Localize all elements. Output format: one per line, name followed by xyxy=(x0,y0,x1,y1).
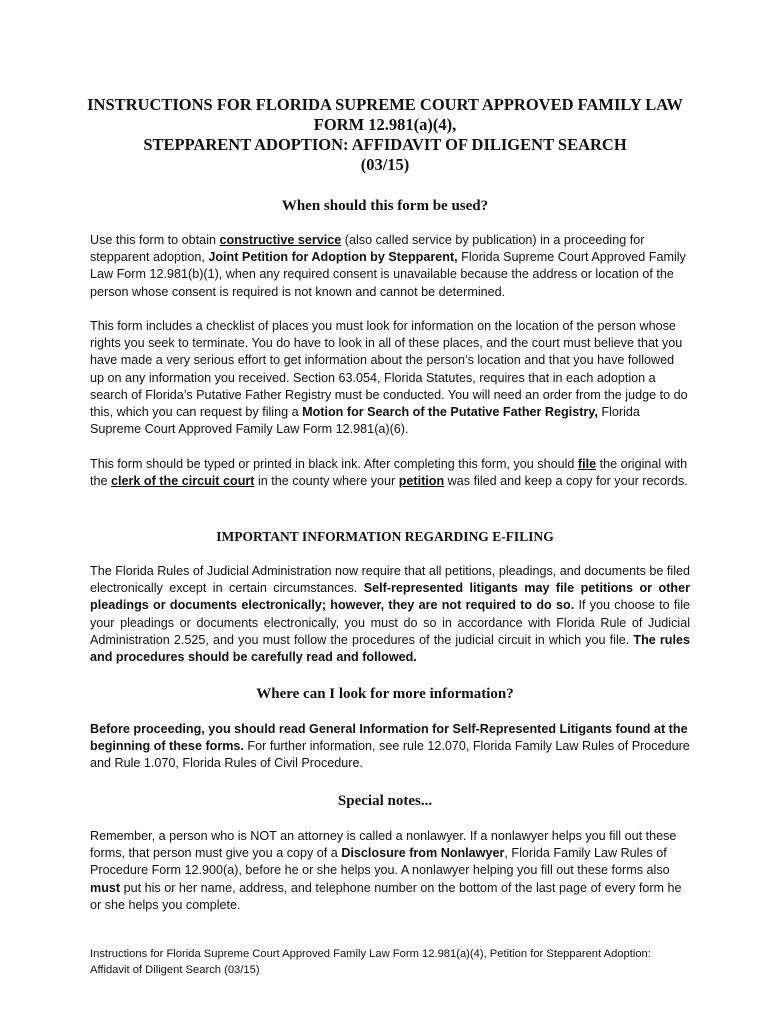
paragraph-when-used-3: This form should be typed or printed in black ink. After completing this form, you should file the original with the clerk of the circuit court in the county where your petition was filed and keep a copy for your records. xyxy=(90,457,688,489)
title-line-4: (03/15) xyxy=(360,155,410,174)
link-petition[interactable]: petition xyxy=(398,474,445,489)
title-line-3: STEPPARENT ADOPTION: AFFIDAVIT OF DILIGENT SEARCH xyxy=(143,135,627,154)
link-clerk-of-circuit-court[interactable]: clerk of the circuit court xyxy=(111,474,255,489)
document-title xyxy=(60,95,710,175)
paragraph-when-used-1: Use this form to obtain constructive service (also called service by publication) in a proceeding for stepparent adoption, Joint Petition for Adoption by Stepparent, Florida Supreme Court Approved Family Law Form 12.981(b)(1), when any required consent is unavailable because the address or location of the person whose consent is required is not known and cannot be determined. xyxy=(90,233,686,299)
paragraph-when-used-2: This form includes a checklist of places you must look for information on the location of the person whose rights you seek to terminate. You do have to look in all of these places, and the court must believe that you have made a very serious effort to get information about the person’s location and that you have followed up on any information you received. Section 63.054, Florida Statutes, requires that in each adoption a search of Florida’s Putative Father Registry must be conducted. You will need an order from the judge to do this, which you can request by filing a Motion for Search of the Putative Father Registry, Florida Supreme Court Approved Family Law Form 12.981(a)(6). xyxy=(90,319,688,437)
footer-line-2: Affidavit of Diligent Search (03/15) xyxy=(90,964,260,976)
title-line-1: INSTRUCTIONS FOR FLORIDA SUPREME COURT APPROVED FAMILY LAW xyxy=(87,95,683,114)
page-footer xyxy=(90,946,690,978)
heading-efiling: IMPORTANT INFORMATION REGARDING E-FILING xyxy=(216,529,554,544)
link-file[interactable]: file xyxy=(577,457,597,471)
link-constructive-service[interactable]: constructive service xyxy=(219,233,342,247)
paragraph-more-info: Before proceeding, you should read General Information for Self-Represented Litigants found at the beginning of these forms. For further information, see rule 12.070, Florida Family Law Rules of Procedure and Rule 1.070, Florida Rules of Civil Procedure. xyxy=(90,722,690,771)
paragraph-special-notes: Remember, a person who is NOT an attorney is called a nonlawyer. If a nonlawyer helps you fill out these forms, that person must give you a copy of a Disclosure from Nonlawyer, Florida Family Law Rules of Procedure Form 12.900(a), before he or she helps you. A nonlawyer helping you fill out these forms also must put his or her name, address, and telephone number on the bottom of the last page of every form he or she helps you complete. xyxy=(90,829,682,912)
paragraph-efiling: The Florida Rules of Judicial Administration now require that all petitions, pleadings, and documents be filed electronically except in certain circumstances. Self-represented litigants may file petitions or other pleadings or documents electronically; however, they are not required to do so. If you choose to file your pleadings or documents electronically, you must do so in accordance with Florida Rule of Judicial Administration 2.525, and you must follow the procedures of the judicial circuit in which you file. The rules and procedures should be carefully read and followed. xyxy=(90,564,691,665)
title-line-2: FORM 12.981(a)(4), xyxy=(313,115,457,134)
heading-more-info: Where can I look for more information? xyxy=(256,686,514,702)
heading-when-used: When should this form be used? xyxy=(281,198,489,214)
heading-special-notes: Special notes... xyxy=(337,793,433,809)
footer-line-1: Instructions for Florida Supreme Court Approved Family Law Form 12.981(a)(4), Petition for Stepparent Adoption: xyxy=(90,948,651,960)
